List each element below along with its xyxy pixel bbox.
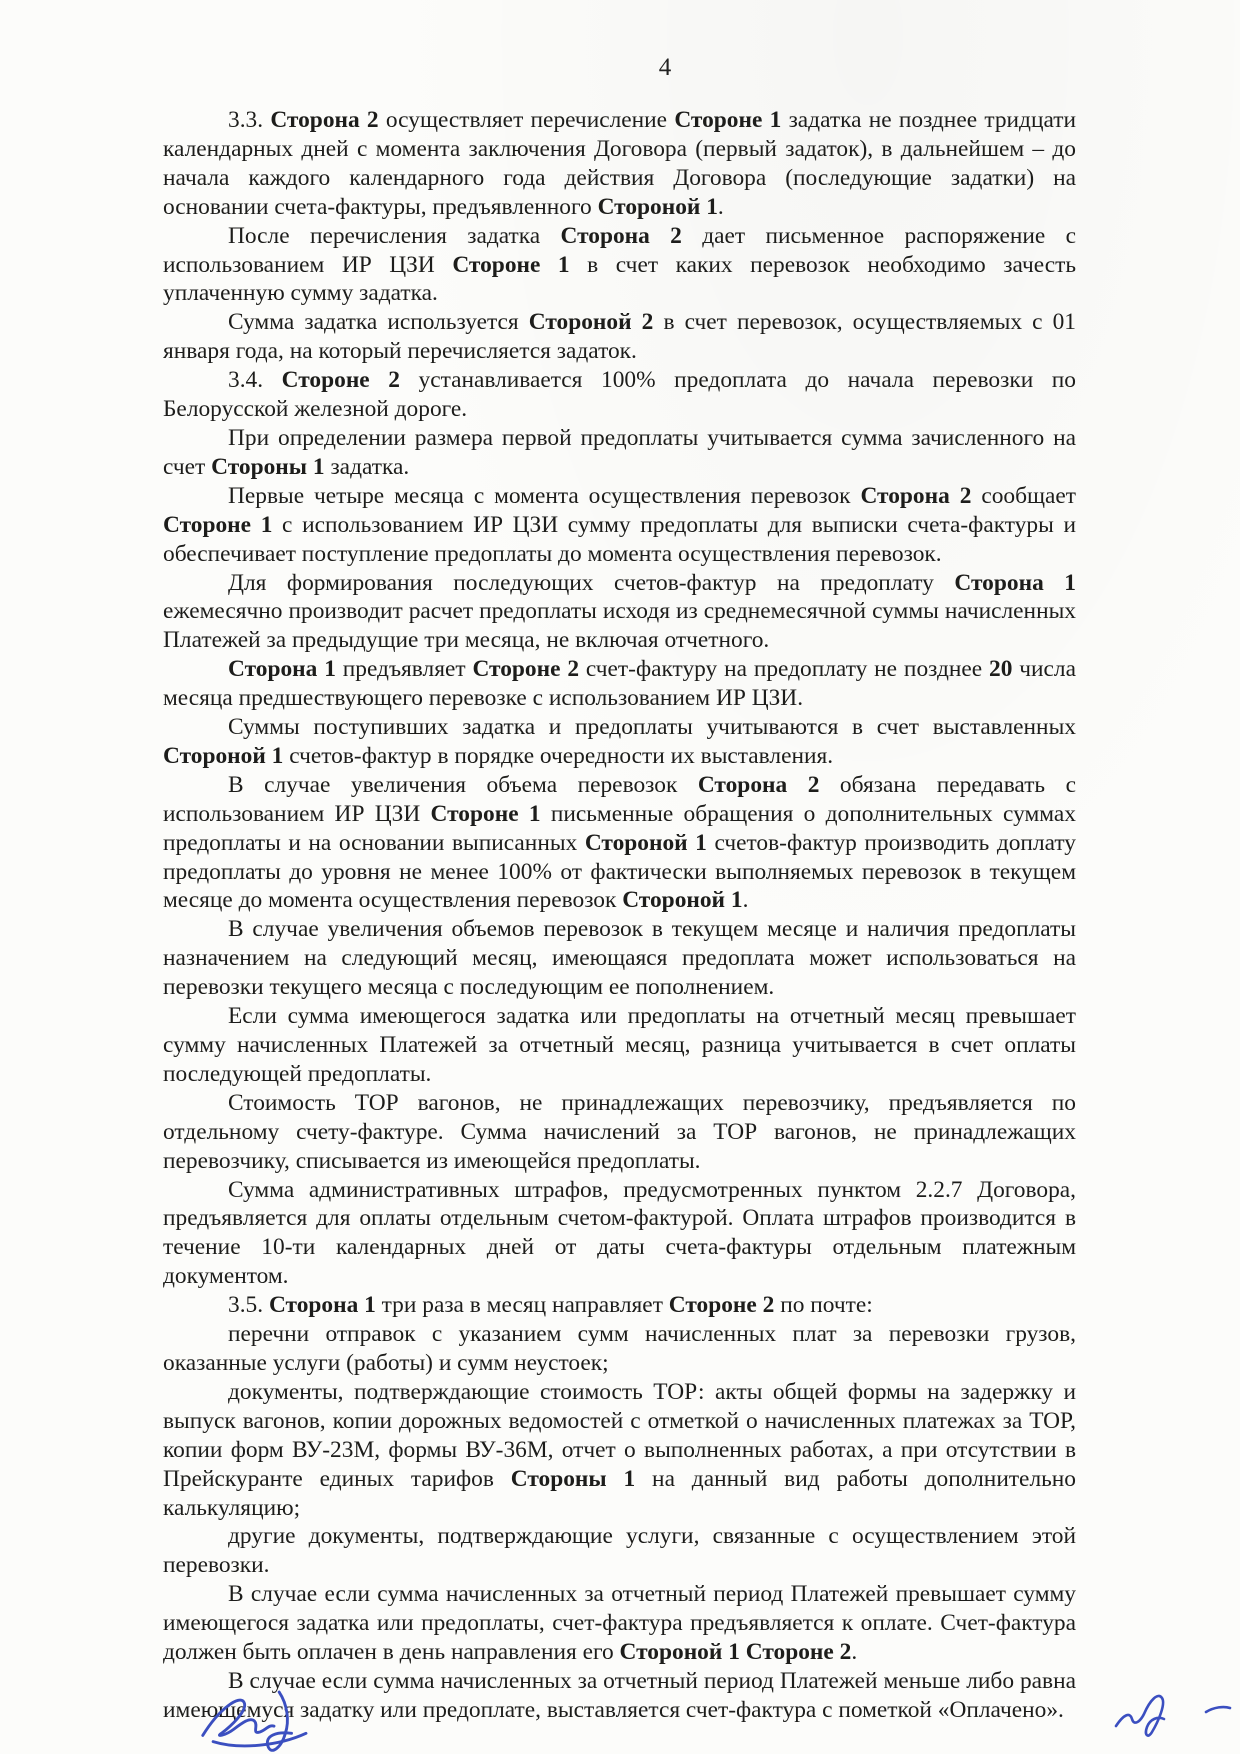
text-run: Стороной 1 Стороне 2 (619, 1639, 852, 1666)
text-run: Стороной 2 (528, 309, 654, 336)
text-run: Стороны 1 (211, 453, 325, 480)
text-run: Стороне 2 (281, 367, 400, 394)
text-run: письменные обращения о дополнительных суммах предоплаты и на основании выписанных (163, 800, 1076, 856)
text-run: осуществляет перечисление (378, 107, 675, 133)
text-run: 3.5. (228, 1292, 269, 1319)
text-run: В случае если сумма начисленных за отчетный период Платежей превышает сумму имеющегося задатка или предоплаты, счет-фактура предъявляется к оплате. Счет-фактура должен быть оплачен в день направления его (163, 1581, 1076, 1666)
text-run: Стороне 1 (430, 800, 541, 827)
text-run: Сторона 2 (860, 482, 972, 509)
paragraph (163, 1378, 1076, 1523)
text-run: в счет каких перевозок необходимо зачесть уплаченную сумму задатка. (163, 251, 1076, 307)
paragraph (163, 424, 1076, 482)
paragraph (163, 915, 1076, 1002)
text-run: другие документы, подтверждающие услуги, связанные с осуществлением этой перевозки. (163, 1523, 1076, 1579)
paragraph (163, 1176, 1076, 1292)
page-number: 4 (658, 54, 672, 81)
text-run: Сторона 2 (270, 107, 379, 133)
text-run: Стороной 1 (597, 193, 718, 220)
text-run: . (851, 1639, 858, 1666)
text-run: ежемесячно производит расчет предоплаты исходя из среднемесячной суммы начисленных Платежей за предыдущие три месяца, не включая отчетного. (163, 598, 1076, 654)
initials-stroke-group (1116, 1696, 1230, 1736)
text-run: Стороной 1 (163, 742, 284, 769)
text-run: В случае если сумма начисленных за отчетный период Платежей меньше либо равна имеющемуся задатку или предоплате, выставляется счет-фактура с пометкой «Оплачено». (163, 1667, 1076, 1723)
text-run: дает письменное распоряжение с использованием ИР ЦЗИ (163, 222, 1076, 278)
text-run: Сторона 1 (228, 656, 336, 683)
text-run: В случае увеличения объемов перевозок в текущем месяце и наличия предоплаты назначением на следующий месяц, имеющаяся предоплата может использоваться на перевозки текущего месяца с последующим ее пополнением. (163, 916, 1076, 1001)
text-run: 3.3. (228, 107, 271, 133)
text-run: Если сумма имеющегося задатка или предоплаты на отчетный месяц превышает сумму начисленных Платежей за отчетный месяц, разница учитывается в счет оплаты последующей предоплаты. (163, 1003, 1076, 1087)
paragraph (163, 106, 1076, 222)
paragraph (163, 771, 1076, 916)
paragraph (163, 366, 1076, 424)
text-run: счетов-фактур производить доплату предоплаты до уровня не менее 100% от фактически выполняемых перевозок в текущем месяце до момента осуществления перевозок (163, 829, 1077, 914)
text-run: В случае увеличения объема перевозок (228, 771, 698, 798)
text-run: Сторона 1 (954, 569, 1076, 596)
text-run: Сумма задатка используется (228, 309, 529, 336)
text-run: . (742, 887, 749, 914)
paragraph (163, 1580, 1076, 1667)
text-run: 3.4. (228, 367, 282, 394)
text-run: перечни отправок с указанием сумм начисленных плат за перевозки грузов, оказанные услуги (работы) и сумм неустоек; (163, 1321, 1076, 1376)
text-run: устанавливается 100% предоплата до начала перевозки по Белорусской железной дороге. (163, 367, 1076, 423)
text-run: 20 (989, 656, 1013, 683)
paragraph (163, 1291, 1076, 1320)
paragraph (163, 482, 1076, 569)
text-run: Стороне 1 (452, 251, 570, 278)
text-run: числа месяца предшествующего перевозке с использованием ИР ЦЗИ. (163, 656, 1076, 712)
text-run: три раза в месяц направляет (375, 1292, 669, 1319)
text-run: Стороне 1 (674, 107, 782, 133)
document-body (163, 106, 1076, 1725)
text-run: по почте: (774, 1292, 873, 1319)
paragraph (163, 1002, 1076, 1089)
text-run: сообщает (971, 482, 1076, 509)
text-run: Стоимость ТОР вагонов, не принадлежащих перевозчику, предъявляется по отдельному счету-фактуре. Сумма начислений за ТОР вагонов, не принадлежащих перевозчику, списывается из имеющейся предоплаты. (163, 1089, 1076, 1174)
text-run: документы, подтверждающие стоимость ТОР: акты общей формы на задержку и выпуск вагонов, копии дорожных ведомостей с отметкой о начисленных платежах за ТОР, копии форм ВУ-23М, формы ВУ-36М, отчет о выполненных работах, а при отсутствии в Прейскуранте единых тарифов (163, 1378, 1076, 1492)
paragraph (163, 713, 1076, 771)
paragraph (163, 1089, 1076, 1176)
text-run: Сторона 2 (560, 222, 682, 249)
paragraph (163, 308, 1076, 366)
text-run: Стороной 1 (584, 829, 707, 856)
text-run: предъявляет (335, 656, 473, 683)
text-run: обязана передавать с использованием ИР ЦЗИ (163, 771, 1076, 827)
text-run: Стороне 1 (163, 511, 273, 538)
signature-stroke-group (203, 1692, 306, 1750)
text-run: Для формирования последующих счетов-фактур на предоплату (228, 569, 955, 596)
text-run: Стороне 2 (472, 656, 580, 683)
text-run: Суммы поступивших задатка и предоплаты учитываются в счет выставленных (228, 714, 1076, 741)
handwritten-initials-icon (1110, 1686, 1234, 1744)
text-run: После перечисления задатка (228, 222, 561, 249)
text-run: счетов-фактур в порядке очередности их выставления. (283, 742, 834, 769)
text-run: Сторона 2 (697, 771, 820, 798)
text-run: . (717, 193, 724, 220)
text-run: на данный вид работы дополнительно калькуляцию; (163, 1465, 1076, 1521)
paragraph (163, 222, 1076, 309)
paragraph (163, 655, 1076, 713)
paragraph (163, 1522, 1076, 1580)
text-run: Стороной 1 (622, 887, 743, 914)
text-run: Первые четыре месяца с момента осуществления перевозок (228, 482, 861, 509)
text-run: Стороны 1 (510, 1465, 636, 1492)
text-run: счет-фактуру на предоплату не позднее (579, 656, 989, 683)
text-run: задатка не позднее тридцати календарных дней с момента заключения Договора (первый задаток), в дальнейшем – до начала каждого календарного года действия Договора (последующие задатки) на основании счета-фактуры, предъявленного (163, 107, 1076, 220)
text-run: При определении размера первой предоплаты учитывается сумма зачисленного на счет (163, 424, 1076, 480)
paragraph (163, 569, 1076, 656)
text-run: Стороне 2 (668, 1292, 775, 1319)
text-run: Сторона 1 (268, 1292, 376, 1319)
handwritten-signature-icon (198, 1690, 318, 1754)
text-run: с использованием ИР ЦЗИ сумму предоплаты для выписки счета-фактуры и обеспечивает поступление предоплаты до момента осуществления перевозок. (163, 511, 1076, 567)
text-run: Сумма административных штрафов, предусмотренных пунктом 2.2.7 Договора, предъявляется для оплаты отдельным счетом-фактурой. Оплата штрафов производится в течение 10-ти календарных дней от даты счета-фактуры отдельным платежным документом. (163, 1176, 1076, 1290)
paragraph (163, 1320, 1076, 1378)
text-run: задатка. (324, 453, 410, 480)
text-run: в счет перевозок, осуществляемых с 01 января года, на который перечисляется задаток. (163, 309, 1076, 365)
